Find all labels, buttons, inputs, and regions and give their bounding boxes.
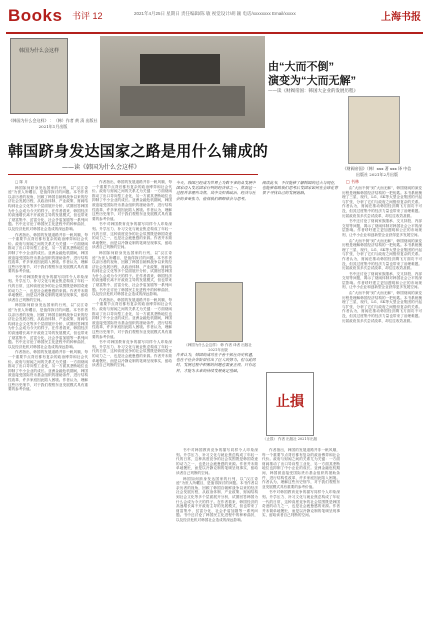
right-article-subtitle: ——读《财阀帝国：韩国大企业的发展历程》 (268, 89, 358, 94)
paragraph: 作者指出，韩国的发展道路并非一帆风顺，每一个重要节点背后都有复杂的政治博弈和社会代价。政府与财阀之间的关系尤为关键：一方面财阀推动了出口导向型工业化，另一方面其垄断地位也抑制了中小企业的成长。亚洲金融危机期间，韩国被迫接受国际货币基金组织的援助条件，进行结构性改革，许多家庭因此陷入困境。作者认为，理解这些历史细节，对于我们观察东亚发展模式具有重要的参考价值。 (92, 297, 172, 339)
right-book-cover (348, 96, 400, 164)
red-book-caption: 《止损》 作者 出版社 2021年出版 (262, 437, 318, 441)
right-article-title-1: 由“大而不倒” (268, 61, 334, 73)
right-article-title-2: 演变为“大而无解” (268, 75, 356, 87)
red-book-title: 止損 (276, 394, 304, 410)
paragraph: 书中还讨论了财阀家族继承、交叉持股、内部交易等问题，揭示了财阀体制对韩国社会公平的深层影响。作者呼吁建立更加透明和公正的市场规则，让中小企业和创新型企业获得更多发展空间。 (342, 219, 422, 237)
right-article-column (342, 186, 422, 620)
book-cover-caption: 《韩国为什么会这样》 ：（韩）作者 黄 清 出版社 2021年1月出版 (8, 118, 98, 129)
header-info: 2021年4月25日 星期日 责任编辑/陈 敏 视觉设计/胡 颖 电话/xxxxxxxx Email/xxxxx (134, 11, 296, 16)
main-headline: 韩国跻身发达国家之路是用什么铺成的 (8, 143, 269, 160)
section-label: 书评 12 (72, 11, 103, 21)
article-column-4 (262, 448, 340, 620)
paragraph: 由“大而不倒”到“大而无解”，韩国财阀的演变历程是理解韩国经济结构的一把钥匙。本书系统梳理了三星、现代、LG、SK等大型企业集团的兴起与扩张，分析了它们与政府之间错综复杂的关系。作者认为，财阀在推动韩国经济腾飞方面功不可没，但其过度集中的经济力量也带来了治理难题。历届政府虽多次尝试改革，却往往收效甚微。 (342, 238, 422, 271)
book-cover-image (10, 38, 68, 114)
main-subhead: ——读《韩国为什么会这样》 (62, 164, 141, 171)
paragraph: 韩国如何跻身发达国家的行列，以“汉江奇迹”为世人所瞩目，是值得探讨的问题。本书作者以亲历者的视角，回顾了韩国自朝鲜战争以来的经济社会发展历程，从政治体制、产业政策、财阀结构到社会文化等多个层面展开分析，试图回答韩国为什么会成为今天的样子。在作者看来，韩国经济的高速增长离不开政府主导的发展模式，但也带来了财富集中、贫富分化、社会矛盾加剧等一系列问题。书中还讨论了韩国民主化进程中的种种曲折，以及经济危机对韩国社会造成的深远影响。 (92, 250, 172, 297)
right-book-caption: 《财阀帝国》（韩）xxx 著 xxx 译 中信出版社 2021年2月出版 (342, 166, 412, 177)
article-column-1 (8, 180, 88, 620)
paragraph: 由“大而不倒”到“大而无解”，韩国财阀的演变历程是理解韩国经济结构的一把钥匙。本书系统梳理了三星、现代、LG、SK等大型企业集团的兴起与扩张，分析了它们与政府之间错综复杂的关系。作者认为，财阀在推动韩国经济腾飞方面功不可没，但其过度集中的经济力量也带来了治理难题。历届政府虽多次尝试改革，却往往收效甚微。 (342, 291, 422, 323)
palace-roof (140, 54, 220, 84)
page-header (6, 4, 423, 34)
red-book-cover (266, 372, 314, 436)
paragraph: 作者指出，韩国的发展道路并非一帆风顺，每一个重要节点背后都有复杂的政治博弈和社会代价。政府与财阀之间的关系尤为关键：一方面财阀推动了出口导向型工业化，另一方面其垄断地位也抑制了中小企业的成长。亚洲金融危机期间，韩国被迫接受国际货币基金组织的援助条件，进行结构性改革，许多家庭因此陷入困境。作者认为，理解这些历史细节，对于我们观察东亚发展模式具有重要的参考价值。 (8, 350, 88, 392)
paragraph: 作者指出，韩国的发展道路并非一帆风顺，每一个重要节点背后都有复杂的政治博弈和社会代价。政府与财阀之间的关系尤为关键：一方面财阀推动了出口导向型工业化，另一方面其垄断地位也抑制了中小企业的成长。亚洲金融危机期间，韩国被迫接受国际货币基金组织的援助条件，进行结构性改革，许多家庭因此陷入困境。作者认为，理解这些历史细节，对于我们观察东亚发展模式具有重要的参考价值。 (92, 180, 172, 221)
brand-logo: Books (8, 6, 63, 25)
paragraph: 书中对韩国教育竞争的描写同样令人印象深刻。升学压力、补习文化与就业焦虑构成了年轻一代的日常，这种高度竞争的社会氛围既是韩国奇迹的动力之一，也是社会疲惫感的来源。作者并未简单地褒贬，而是以冷静克制的笔调呈现事实，留给读者自己判断的空间。 (176, 448, 258, 475)
article-column-3 (176, 448, 258, 620)
byline: □ 陈 月 (15, 180, 28, 184)
paragraph: 由“大而不倒”到“大而无解”，韩国财阀的演变历程是理解韩国经济结构的一把钥匙。本书系统梳理了三星、现代、LG、SK等大型企业集团的兴起与扩张，分析了它们与政府之间错综复杂的关系。作者认为，财阀在推动韩国经济腾飞方面功不可没，但其过度集中的经济力量也带来了治理难题。历届政府虽多次尝试改革，却往往收效甚微。 (342, 186, 422, 218)
paper-name: 上海书报 (381, 12, 421, 23)
paragraph: 作者指出，韩国的发展道路并非一帆风顺，每一个重要节点背后都有复杂的政治博弈和社会代价。政府与财阀之间的关系尤为关键：一方面财阀推动了出口导向型工业化，另一方面其垄断地位也抑制了中小企业的成长。亚洲金融危机期间，韩国被迫接受国际货币基金组织的援助条件，进行结构性改革，许多家庭因此陷入困境。作者认为，理解这些历史细节，对于我们观察东亚发展模式具有重要的参考价值。 (262, 448, 340, 489)
paragraph: 作者指出，韩国的发展道路并非一帆风顺，每一个重要节点背后都有复杂的政治博弈和社会代价。政府与财阀之间的关系尤为关键：一方面财阀推动了出口导向型工业化，另一方面其垄断地位也抑制了中小企业的成长。亚洲金融危机期间，韩国被迫接受国际货币基金组织的援助条件，进行结构性改革，许多家庭因此陷入困境。作者认为，理解这些历史细节，对于我们观察东亚发展模式具有重要的参考价值。 (8, 232, 88, 274)
headline-rule (8, 174, 258, 175)
paragraph: 书中对韩国教育竞争的描写同样令人印象深刻。升学压力、补习文化与就业焦虑构成了年轻一代的日常，这种高度竞争的社会氛围既是韩国奇迹的动力之一，也是社会疲惫感的来源。作者并未简单地褒贬，而是以冷静克制的笔调呈现事实，留给读者自己判断的空间。 (92, 222, 172, 250)
paragraph: 书中还讨论了财阀家族继承、交叉持股、内部交易等问题，揭示了财阀体制对韩国社会公平的深层影响。作者呼吁建立更加透明和公正的市场规则，让中小企业和创新型企业获得更多发展空间。 (342, 271, 422, 290)
palace-photo (100, 36, 265, 128)
pull-quote-1: 今天，韩国已经成为世界上为数不多的从发展中国家迈入发达国家行列的经济体之一。然而这一过程并非理所当然，其中交织着政治、经济与社会的多重张力，值得我们细细体会与思考。 (176, 180, 256, 201)
paragraph: 书中对韩国教育竞争的描写同样令人印象深刻。升学压力、补习文化与就业焦虑构成了年轻一代的日常，这种高度竞争的社会氛围既是韩国奇迹的动力之一，也是社会疲惫感的来源。作者并未简单地褒贬，而是以冷静克制的笔调呈现事实，留给读者自己判断的空间。 (262, 490, 340, 518)
paragraph: 韩国如何跻身发达国家的行列，以“汉江奇迹”为世人所瞩目，是值得探讨的问题。本书作者以亲历者的视角，回顾了韩国自朝鲜战争以来的经济社会发展历程，从政治体制、产业政策、财阀结构到社会文化等多个层面展开分析，试图回答韩国为什么会成为今天的样子。在作者看来，韩国经济的高速增长离不开政府主导的发展模式，但也带来了财富集中、贫富分化、社会矛盾加剧等一系列问题。书中还讨论了韩国民主化进程中的种种曲折，以及经济危机对韩国社会造成的深远影响。 (176, 476, 258, 522)
mini-book-caption: 《韩国为什么会这样》 韩 作者 译者 出版社 2021年出版 (184, 343, 252, 352)
paragraph: 书中对韩国教育竞争的描写同样令人印象深刻。升学压力、补习文化与就业焦虑构成了年轻一代的日常，这种高度竞争的社会氛围既是韩国奇迹的动力之一，也是社会疲惫感的来源。作者并未简单地褒贬，而是以冷静克制的笔调呈现事实，留给读者自己判断的空间。 (8, 274, 88, 302)
paragraph: 韩国如何跻身发达国家的行列，以“汉江奇迹”为世人所瞩目，是值得探讨的问题。本书作者以亲历者的视角，回顾了韩国自朝鲜战争以来的经济社会发展历程，从政治体制、产业政策、财阀结构到社会文化等多个层面展开分析，试图回答韩国为什么会成为今天的样子。在作者看来，韩国经济的高速增长离不开政府主导的发展模式，但也带来了财富集中、贫富分化、社会矛盾加剧等一系列问题。书中还讨论了韩国民主化进程中的种种曲折，以及经济危机对韩国社会造成的深远影响。 (8, 185, 88, 231)
paragraph: 韩国如何跻身发达国家的行列，以“汉江奇迹”为世人所瞩目，是值得探讨的问题。本书作者以亲历者的视角，回顾了韩国自朝鲜战争以来的经济社会发展历程，从政治体制、产业政策、财阀结构到社会文化等多个层面展开分析，试图回答韩国为什么会成为今天的样子。在作者看来，韩国经济的高速增长离不开政府主导的发展模式，但也带来了财富集中、贫富分化、社会矛盾加剧等一系列问题。书中还讨论了韩国民主化进程中的种种曲折，以及经济危机对韩国社会造成的深远影响。 (8, 303, 88, 349)
palace-wall (120, 86, 245, 116)
pull-quote-2: 作者认为，韩国的成功在于善于抓住历史机遇，也在于社会各阶层付出了巨大的努力。但与此同时，发展过程中积累的问题也需要正视，只有这样，才能为未来的持续发展奠定基础。 (176, 352, 256, 373)
pull-quote-3: 阅读此书，不仅能够了解韩国的过去与现在，也能够帮助我们思考后发国家如何在全球化背景下寻找自己的发展道路。 (262, 180, 338, 196)
book-cover-title: 韩国为什么会这样 (18, 48, 59, 54)
article-column-2 (92, 180, 172, 620)
column-tag: □ 书林 (346, 179, 360, 184)
paragraph: 书中对韩国教育竞争的描写同样令人印象深刻。升学压力、补习文化与就业焦虑构成了年轻一代的日常，这种高度竞争的社会氛围既是韩国奇迹的动力之一，也是社会疲惫感的来源。作者并未简单地褒贬，而是以冷静克制的笔调呈现事实，留给读者自己判断的空间。 (92, 340, 172, 368)
mini-book-cover (195, 282, 243, 342)
